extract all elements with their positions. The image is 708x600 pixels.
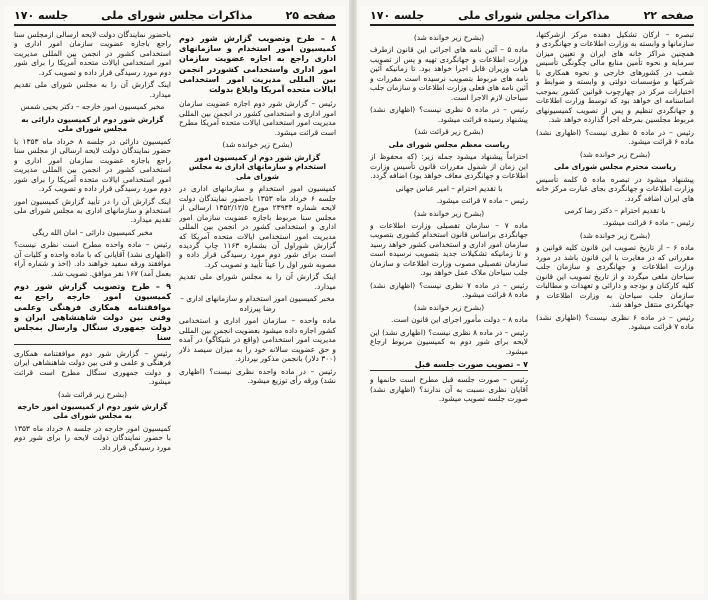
paragraph: تبصره – ارکان تشکیل دهنده مرکز ازشرکتها، سازمانها و وابسته به وزارت اطلاعات و جهانگردی و همچنین مراکز خانه های ایران و تعیین میزان سرمایه و نحوه تأمین منابع مالی چگونگی تأسیس شعب در کشورهای خارجی و نحوه همکاری با شرکتها و مؤسسات دولتی و وابسته و ضوابط و اختیارات مرکز در چهارچوب قوانین کشور بموجب اساسنامه ای خواهد بود که توسط وزارت اطلاعات و جهانگردی تنظیم و پس از تصویب کمیسیونهای مربوط مجلسین بمرحله اجرا گذارده خواهد شد. [536, 30, 694, 125]
paragraph: رئیس – ماده واحده مطرح است نظری نیست؟ (اظهاری نشد) آقایانی که با ماده واحده و کلیات آن موافقند ورقه سفید خواهند داد. (اخذ و شماره آراء بعمل آمد) ۱۶۷ نفر موافق. تصویب شد. [14, 240, 171, 278]
right-page [360, 6, 704, 594]
paragraph: مخبر کمیسیون دارائی – امان الله ریگی [32, 227, 153, 237]
paragraph: (بشرح زیر خوانده شد) [579, 149, 651, 159]
left-page-title: مذاکرات مجلس شورای ملی [101, 8, 253, 22]
paragraph: گزارش شور دوم از کمیسیون امور استخدام و سازمانهای اداری به مجلس شورای ملی [188, 152, 327, 181]
paragraph: کمیسیون امور خارجه در جلسه ۸ خرداد ماه ۱۳۵۳ با حضور نمایندگان دولت لایحه را برای شور دوم مورد رسیدگی قرار داد. [14, 423, 171, 452]
paragraph: (بشرح زیر خوانده شد) [413, 302, 485, 312]
paragraph: با تقدیم احترام – امیر عباس جهانی [395, 183, 503, 193]
paragraph: اینک گزارش آن را به مجلس شورای ملی تقدیم میدارد. [179, 272, 336, 291]
paragraph: مخبر کمیسیون امور استخدام و سازمانهای اداری – رضا پیرزاده [180, 294, 335, 313]
paragraph: رئیس – در ماده واحده نظری نیست؟ (اظهاری نشد) ورقه رأی توزیع میشود. [179, 366, 336, 386]
paragraph: ماده ۷ – سازمان تفصیلی وزارت اطلاعات و جهانگردی براساس قانون استخدام کشوری بتصویب سازمان امور اداری و استخدامی کشور خواهد رسید و تا زمانیکه تشکیلات جدید بتصویب نرسیده است سازمان تفصیلی مصوب وزارت اطلاعات و سازمان جلب سیاحان ملاک عمل خواهد بود. [370, 220, 528, 278]
paragraph: اینک گزارش آن را در تأیید گزارش کمیسیون امور استخدام و سازمانهای اداری به مجلس شورای ملی تقدیم میدارد. [14, 196, 171, 225]
paragraph: با تقدیم احترام – دکتر رضا کرمی [564, 205, 666, 215]
paragraph: گزارش شور دوم از کمیسیون دارائی به مجلس شورای ملی [21, 114, 164, 134]
paragraph: (بشرح زیر خوانده شد) [222, 140, 293, 150]
paragraph: (بشرح زیر خوانده شد) [413, 33, 485, 42]
paragraph: (بشرح زیر خوانده شد) [579, 230, 651, 240]
paragraph: رئیس – گزارش شور دوم اجازه عضویت سازمان امور اداری و استخدامی کشور در انجمن بین المللی مدیریت امور استخدامی ایالات متحده آمریکا مطرح است قرائت میشود. [179, 99, 336, 137]
right-page-header [370, 6, 694, 26]
left-page-columns [14, 30, 336, 588]
paragraph: پیشنهاد میشود در تبصره ماده ۵ کلمه تأسیس وزارت اطلاعات و جهانگردی بجای عبارت مرکز خانه های ایران اضافه گردد. [536, 174, 694, 203]
page-gutter [349, 0, 357, 600]
left-page [4, 6, 346, 594]
paragraph: ماده ۵ – آئین نامه های اجرائی این قانون ازطرف وزارت اطلاعات و جهانگردی تهیه و پس از تصویب هیأت وزیران قابل اجرا خواهد بود. تا زمانیکه آئین نامه های مربوط بتصویب نرسیده است مقررات و آئین نامه های فعلی وزارت اطلاعات و سازمان جلب سیاحان لازم الاجرا است. [370, 45, 528, 102]
paragraph: رئیس – گزارش شور دوم موافقتنامه همکاری فرهنگی و علمی و فنی بین دولت شاهنشاهی ایران و دولت جمهوری سنگال مطرح است قرائت میشود. [14, 348, 171, 387]
right-page-title: مذاکرات مجلس شورای ملی [458, 8, 610, 22]
paragraph: رئیس – در ماده ۶ نظری نیست؟ (اظهاری نشد) ماده ۷ قرائت میشود. [536, 312, 694, 332]
paragraph: ماده واحده – سازمان امور اداری و استخدامی کشور اجازه داده میشود بعضویت انجمن بین المللی مدیریت امور استخدامی (واقع در شیکاگو) در آمده و حق عضویت سالانه خود را به میزان سیصد دلار (۳۰۰ دلار) بانجمن مذکور بپردازد. [179, 316, 336, 364]
paragraph: باحضور نمایندگان دولت لایحه ارسالی ازمجلس سنا راجع باجازه عضویت سازمان امور اداری و استخدامی کشور در انجمن بین المللی مدیریت امور استخدامی ایالات متحده آمریکا را برای شور دوم مورد رسیدگی قرار داده و تصویب کرد. [14, 30, 171, 77]
left-page-number: صفحه ۲۵ [285, 8, 336, 22]
paragraph: کمیسیون امور استخدام و سازمانهای اداری در جلسه ۶ خرداد ماه ۱۳۵۳ باحضور نمایندگان دولت لایحه شماره ۲۳۹۳۴ مورخ ۱۳۵۲/۱۲/۵ ارسالی از مجلس سنا مربوط باجازه عضویت سازمان امور اداری و استخدامی کشور در انجمن بین المللی مدیریت امور استخدامی ایالات متحده آمریکا که گزارش شوراول آن بشماره ۱۱۶۳ چاپ گردیده است برای شور دوم مورد رسیدگی قرار داده و مصوبه شور اول را عیناً تأیید و تصویب کرد. [179, 184, 336, 269]
paragraph: (بشرح زیر قرائت شد) [57, 389, 128, 399]
paragraph: (بشرح زیر خوانده شد) [413, 208, 485, 218]
right-page-session: جلسه ۱۷۰ [370, 8, 425, 22]
paragraph: ۹ – طرح وتصویب گزارش شور دوم کمیسیون امور خارجه راجع به موافقتنامه همکاری فرهنگی وعلمی وفنی بین دولت شاهنشاهی ایران و دولت جمهوری سنگال وارسال بمجلس سنا [14, 282, 171, 344]
paragraph: اینک گزارش آن را به مجلس شورای ملی تقدیم میدارد. [14, 80, 171, 99]
right-page-right-column [536, 30, 694, 588]
paragraph: رئیس – در ماده ۵ نظری نیست؟ (اظهاری نشد) ماده ۶ قرائت میشود. [536, 127, 694, 147]
paragraph: احتراماً پیشنهاد میشود جمله زیر: (که محفوظ از این زمان از شمول مقررات قانون تأسیس وزارت اطلاعات و جهانگردی معاف خواهد بود) اضافه گردد. [370, 152, 528, 181]
paragraph: ۸ – طرح وتصویب گزارش شور دوم کمیسیون امور استخدام و سازمانهای اداری راجع به اجازه عضویت سازمان امور اداری واستخدامی کشوردر انجمن بین المللی مدیریت امور استخدامی ایالات متحده آمریکا وایلاغ بدولت [179, 34, 336, 95]
paragraph: رئیس – ماده ۷ قرائت میشود. [436, 196, 528, 206]
paragraph: ماده ۶ – از تاریخ تصویب این قانون کلیه قوانین و مقرراتی که در مغایرت با این قانون باشد در مورد وزارت اطلاعات و جهانگردی و سازمان جلب سیاحان ملغی میگردد و از تاریخ تصویب این قانون کلیه کارکنان و بودجه و دارائی و تعهدات و مطالبات سازمان جلب سیاحان به وزارت اطلاعات و جهانگردی منتقل خواهد شد. [536, 243, 694, 310]
paragraph: کمیسیون دارائی در جلسه ۸ خرداد ماه ۱۳۵۳ با حضور نمایندگان دولت لایحه ارسالی از مجلس سنا راجع باجازه عضویت سازمان امور اداری و استخدامی کشور در انجمن بین المللی مدیریت امور استخدامی ایالات متحده آمریکا را برای شور دوم مورد رسیدگی قرار داده و تصویب کرد. [14, 136, 171, 194]
paragraph: ریاست معظم مجلس شورای ملی [388, 139, 510, 149]
paragraph: رئیس – ماده ۶ قرائت میشود. [602, 218, 694, 228]
right-page-columns [370, 30, 694, 588]
right-page-left-column [370, 30, 528, 588]
right-page-number: صفحه ۲۲ [643, 8, 694, 22]
paragraph: (بشرح زیر قرائت شد) [414, 127, 484, 137]
paragraph: مخبر کمیسیون امور خارجه – دکتر یحیی شمس [20, 102, 165, 112]
paragraph: رئیس – صورت جلسه قبل مطرح است خانمها و آقایان نظری نسبت به آن ندارند؟ (اظهاری نشد) صورت جلسه تصویب میشود. [370, 375, 528, 404]
left-page-left-column [14, 30, 171, 588]
paragraph: رئیس – در ماده ۵ نظری نیست؟ (اظهاری نشد) پیشنهاد رسیده قرائت میشود. [370, 105, 528, 124]
left-page-header [14, 6, 336, 26]
section-heading: ۷ – تصویب صورت جلسه قبل [370, 360, 528, 371]
paragraph: رئیس – در ماده ۷ نظری نیست؟ (اظهاری نشد) ماده ۸ قرائت میشود. [370, 280, 528, 300]
paragraph: ریاست محترم مجلس شورای ملی [553, 162, 677, 172]
left-page-session: جلسه ۱۷۰ [14, 8, 69, 22]
paragraph: ماده ۸ – دولت مأمور اجرای این قانون است. [391, 315, 528, 325]
paragraph: رئیس – در ماده ۸ نظری نیست؟ (اظهاری نشد) این لایحه برای شور دوم به کمیسیون مربوط ارجاع میشود. [370, 327, 528, 356]
left-page-right-column [179, 30, 336, 588]
paragraph: گزارش شور دوم از کمیسیون امور خارجه به مجلس شورای ملی [17, 402, 168, 421]
